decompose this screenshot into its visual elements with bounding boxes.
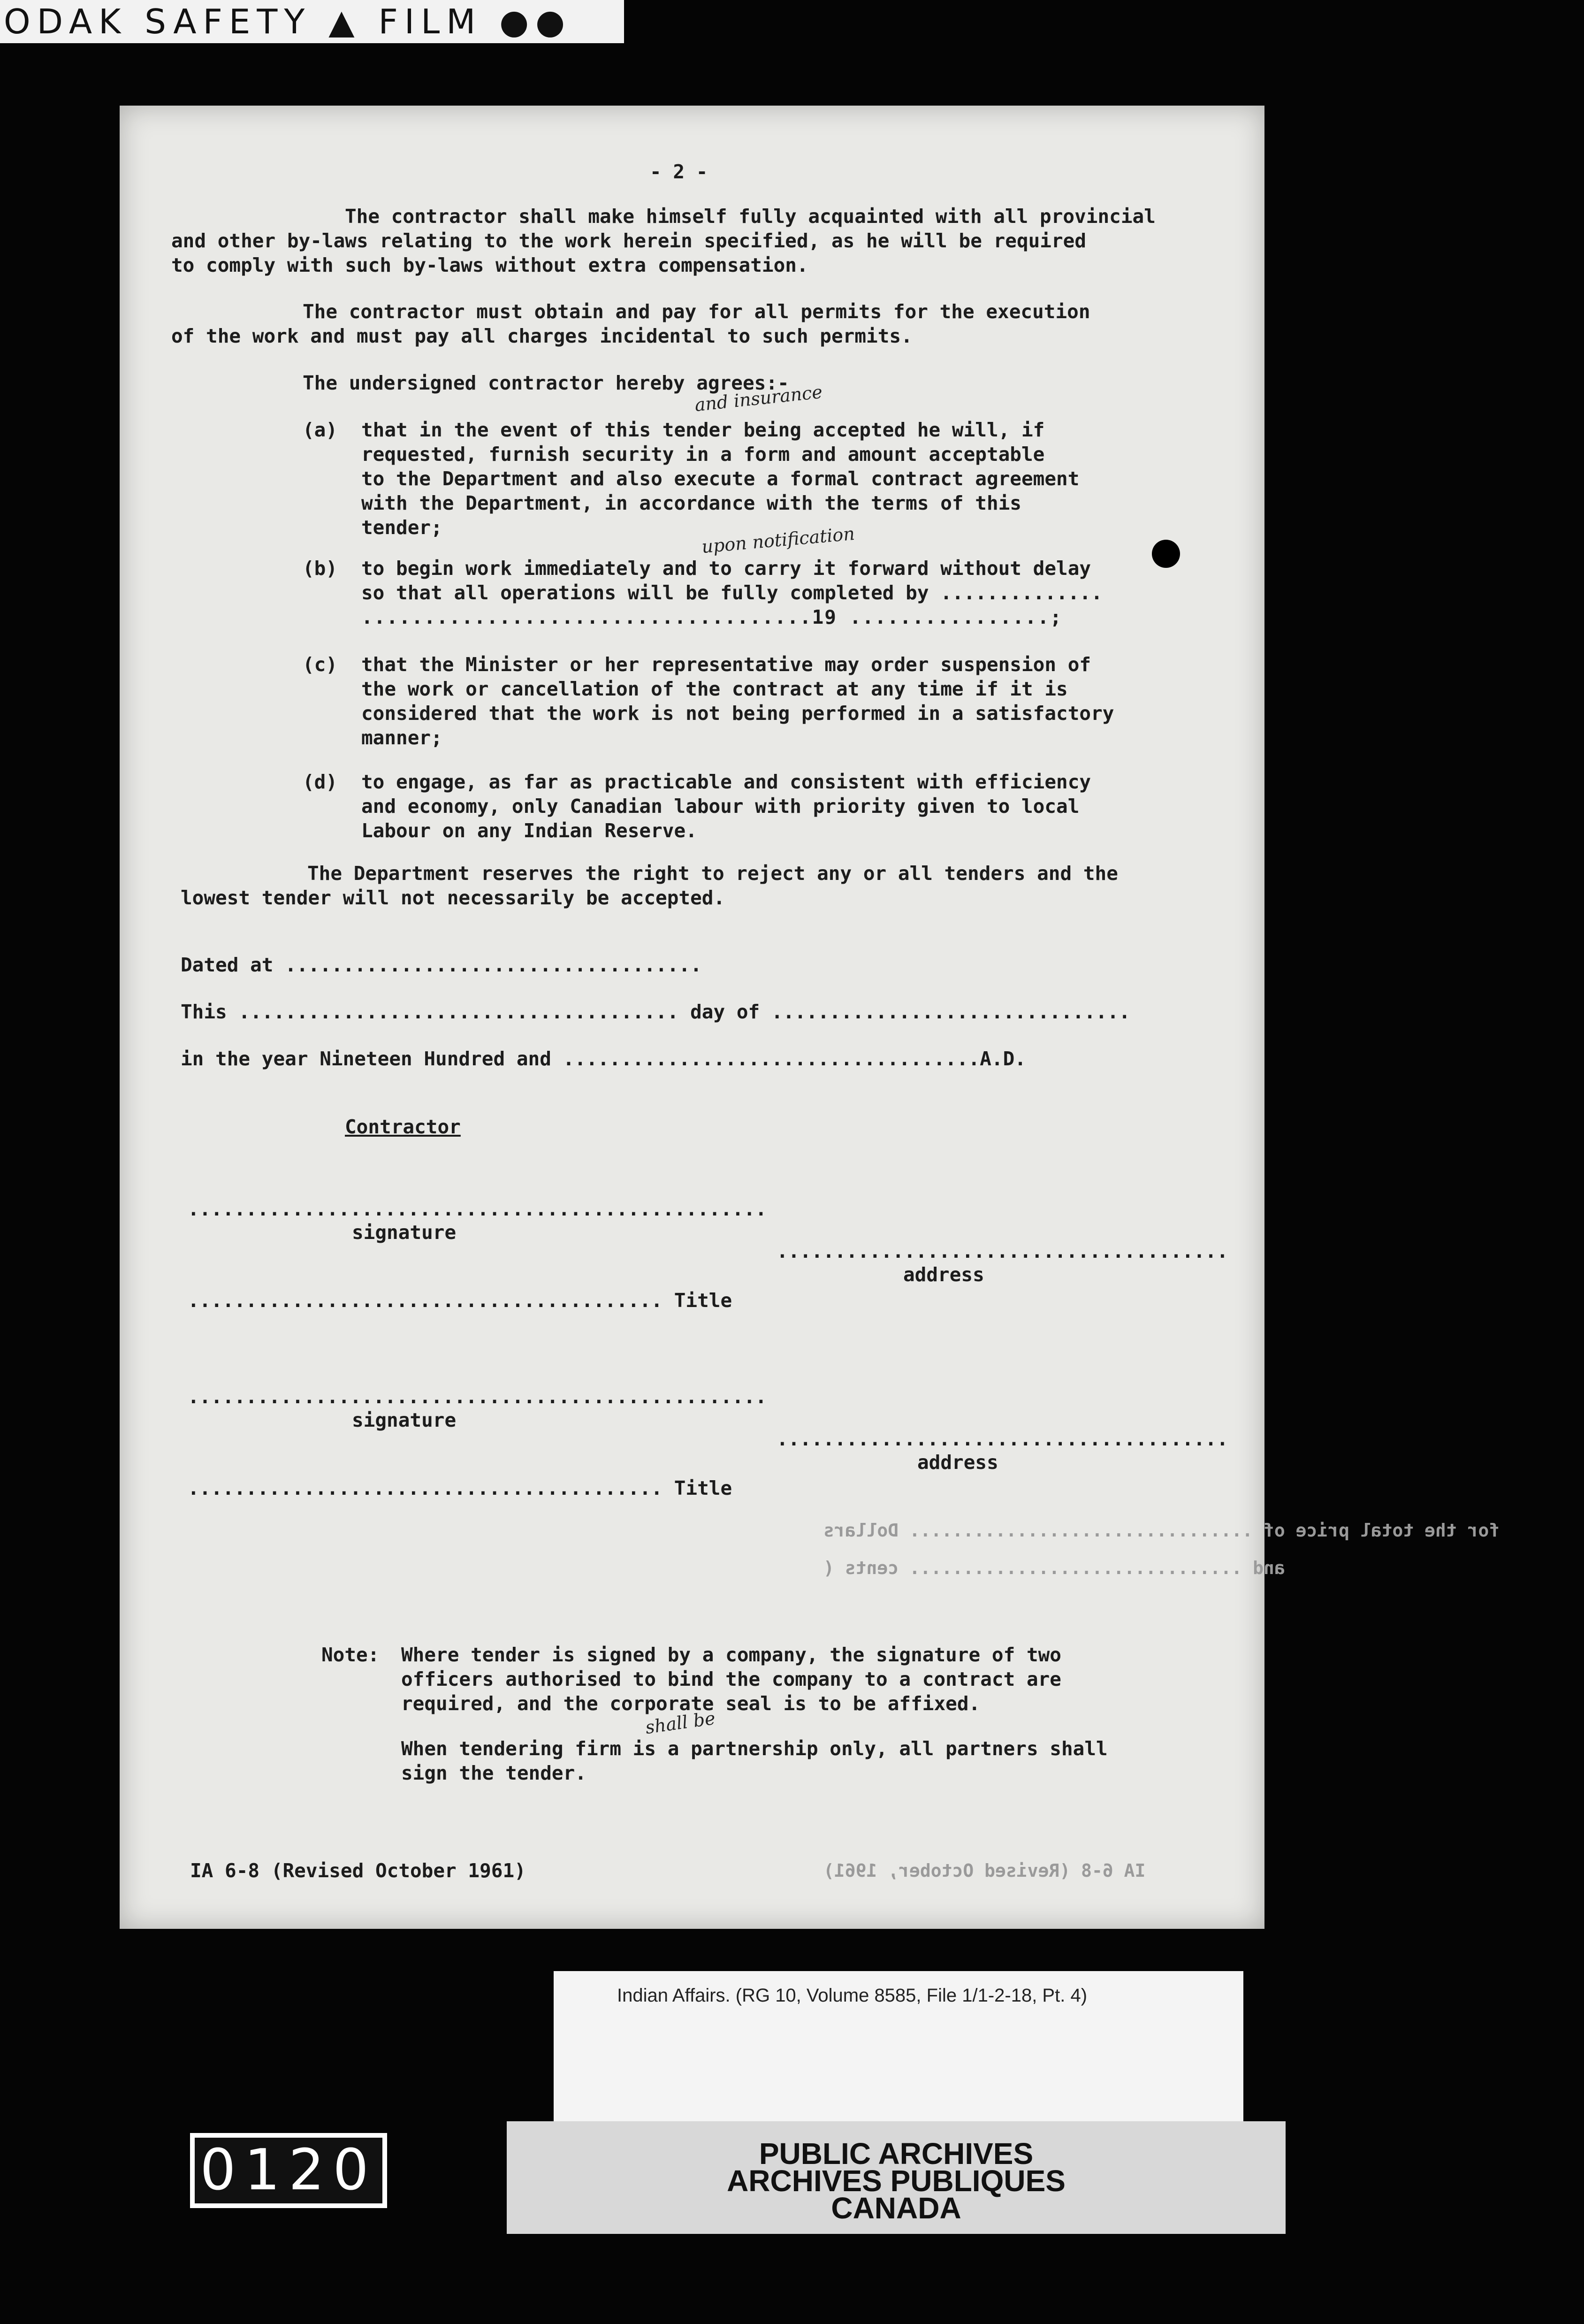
address-label-1: address: [903, 1263, 984, 1286]
note-line-1: Where tender is signed by a company, the signature of two: [401, 1644, 1061, 1666]
film-edge-label: ODAK SAFETY ▲ FILM ●●: [0, 0, 624, 43]
page-number: - 2 -: [650, 161, 708, 183]
address-label-2: address: [917, 1451, 998, 1474]
clause-b-line-3: ....................................19 ................;: [361, 606, 1063, 628]
punch-hole: [1152, 540, 1180, 568]
archive-stamp-line-2: ARCHIVES PUBLIQUES: [727, 2164, 1066, 2198]
title-line-1: ......................................... Title: [188, 1289, 732, 1312]
note-handwriting: shall be: [644, 1707, 717, 1738]
address-dots-2: .......................................: [777, 1428, 1228, 1450]
clause-a-handwriting: and insurance: [693, 381, 823, 416]
signature-dots-1: ..................................................: [188, 1198, 767, 1220]
clause-b-handwriting: upon notification: [701, 523, 856, 558]
clause-d-letter: (d): [303, 771, 338, 793]
clause-c-line-3: considered that the work is not being performed in a satisfactory: [361, 702, 1114, 725]
clause-c-line-4: manner;: [361, 726, 442, 749]
archive-stamp-line-1: PUBLIC ARCHIVES: [759, 2137, 1034, 2171]
reserve-line-1: The Department reserves the right to reject any or all tenders and the: [307, 862, 1118, 885]
dated-at-line: Dated at ....................................: [181, 954, 702, 976]
note-label: Note:: [321, 1644, 380, 1666]
clause-a-line-5: tender;: [361, 516, 442, 539]
para1-line-2: and other by-laws relating to the work herein specified, as he will be required: [171, 229, 1087, 252]
address-dots-1: .......................................: [777, 1240, 1228, 1262]
para2-line-2: of the work and must pay all charges incidental to such permits.: [171, 325, 913, 347]
frame-number: 0120: [190, 2133, 387, 2208]
clause-a-line-3: to the Department and also execute a formal contract agreement: [361, 467, 1080, 490]
clause-c-letter: (c): [303, 653, 338, 676]
year-line: in the year Nineteen Hundred and ....................................A.D.: [181, 1047, 1026, 1070]
bleed-through-2: and ............................... cents (: [823, 1558, 1285, 1578]
signature-label-2: signature: [352, 1409, 457, 1431]
clause-b-line-2: so that all operations will be fully completed by ..............: [361, 581, 1103, 604]
note-line-2: officers authorised to bind the company to a contract are: [401, 1668, 1061, 1690]
archive-reference: Indian Affairs. (RG 10, Volume 8585, File 1/1-2-18, Pt. 4): [617, 1985, 1088, 2006]
clause-a-line-1: that in the event of this tender being accepted he will, if: [361, 419, 1045, 441]
archive-stamp-line-3: CANADA: [831, 2191, 961, 2225]
clause-d-line-2: and economy, only Canadian labour with priority given to local: [361, 795, 1080, 818]
this-day-line: This ...................................... day of ...............................: [181, 1001, 1131, 1023]
bleed-through-1: for the total price of ................................ Dollars: [823, 1520, 1500, 1541]
title-line-2: ......................................... Title: [188, 1477, 732, 1499]
archive-stamp: [507, 2121, 1286, 2234]
clause-b-line-1: to begin work immediately and to carry it forward without delay: [361, 557, 1091, 580]
form-number: IA 6-8 (Revised October 1961): [190, 1859, 526, 1882]
para2-line-1: The contractor must obtain and pay for all permits for the execution: [303, 300, 1090, 323]
para1-line-1: The contractor shall make himself fully acquainted with all provincial: [345, 205, 1156, 228]
document-page: [120, 106, 1500, 1929]
clause-d-line-3: Labour on any Indian Reserve.: [361, 819, 697, 842]
note-line-5: sign the tender.: [401, 1762, 586, 1784]
signature-label-1: signature: [352, 1221, 457, 1244]
clause-b-letter: (b): [303, 557, 338, 580]
note-line-3: required, and the corporate seal is to be affixed.: [401, 1692, 981, 1715]
clause-a-line-4: with the Department, in accordance with the terms of this: [361, 492, 1021, 514]
signature-dots-2: ..................................................: [188, 1385, 767, 1408]
clause-c-line-2: the work or cancellation of the contract at any time if it is: [361, 678, 1068, 700]
note-line-4: When tendering firm is a partnership only, all partners shall: [401, 1737, 1108, 1760]
bleed-through-3: IA 6-8 (Revised October, 1961): [823, 1860, 1146, 1881]
contractor-label: Contractor: [345, 1116, 461, 1138]
clause-d-line-1: to engage, as far as practicable and consistent with efficiency: [361, 771, 1091, 793]
reserve-line-2: lowest tender will not necessarily be accepted.: [181, 887, 725, 909]
clause-c-line-1: that the Minister or her representative may order suspension of: [361, 653, 1091, 676]
archive-reference-card: [554, 1971, 1243, 2126]
para1-line-3: to comply with such by-laws without extra compensation.: [171, 254, 808, 276]
clause-a-letter: (a): [303, 419, 338, 441]
clause-a-line-2: requested, furnish security in a form and amount acceptable: [361, 443, 1045, 466]
agrees-heading: The undersigned contractor hereby agrees:-: [303, 372, 789, 394]
